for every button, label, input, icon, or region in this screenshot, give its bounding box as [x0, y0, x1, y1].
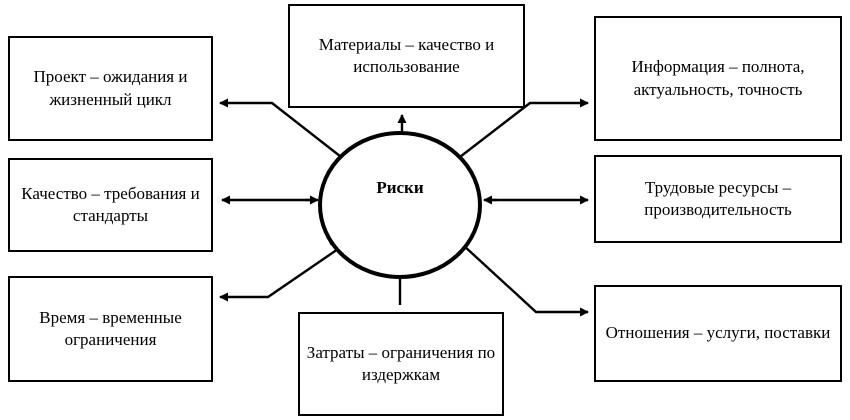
node-labour[interactable] [594, 155, 842, 243]
node-quality-label: Качество – требования и стандарты [21, 183, 200, 225]
connector-time [220, 237, 341, 297]
node-relations-label: Отношения – услуги, поставки [605, 323, 831, 343]
node-labour-label: Трудовые ресурсы – производительность [644, 177, 792, 219]
node-project-label: Проект – ожидания и жизненный цикл [33, 67, 188, 109]
risks-label: Риски [376, 178, 424, 197]
node-materials-label: Материалы – качество и использование [318, 34, 495, 76]
connector-information [452, 103, 588, 172]
node-costs[interactable] [298, 312, 504, 416]
node-quality[interactable] [8, 158, 213, 252]
node-information-label: Информация – полнота, актуальность, точность [631, 57, 805, 99]
connector-relations [463, 245, 588, 312]
node-information[interactable] [594, 16, 842, 141]
node-relations[interactable] [594, 285, 842, 382]
node-time[interactable] [8, 276, 213, 382]
node-time-label: Время – временные ограничения [39, 307, 182, 349]
node-project[interactable] [8, 36, 213, 141]
node-materials[interactable] [288, 4, 525, 108]
node-costs-label: Затраты – ограничения по издержкам [306, 342, 496, 384]
connector-project [220, 103, 345, 160]
risks-ellipse [320, 133, 480, 277]
